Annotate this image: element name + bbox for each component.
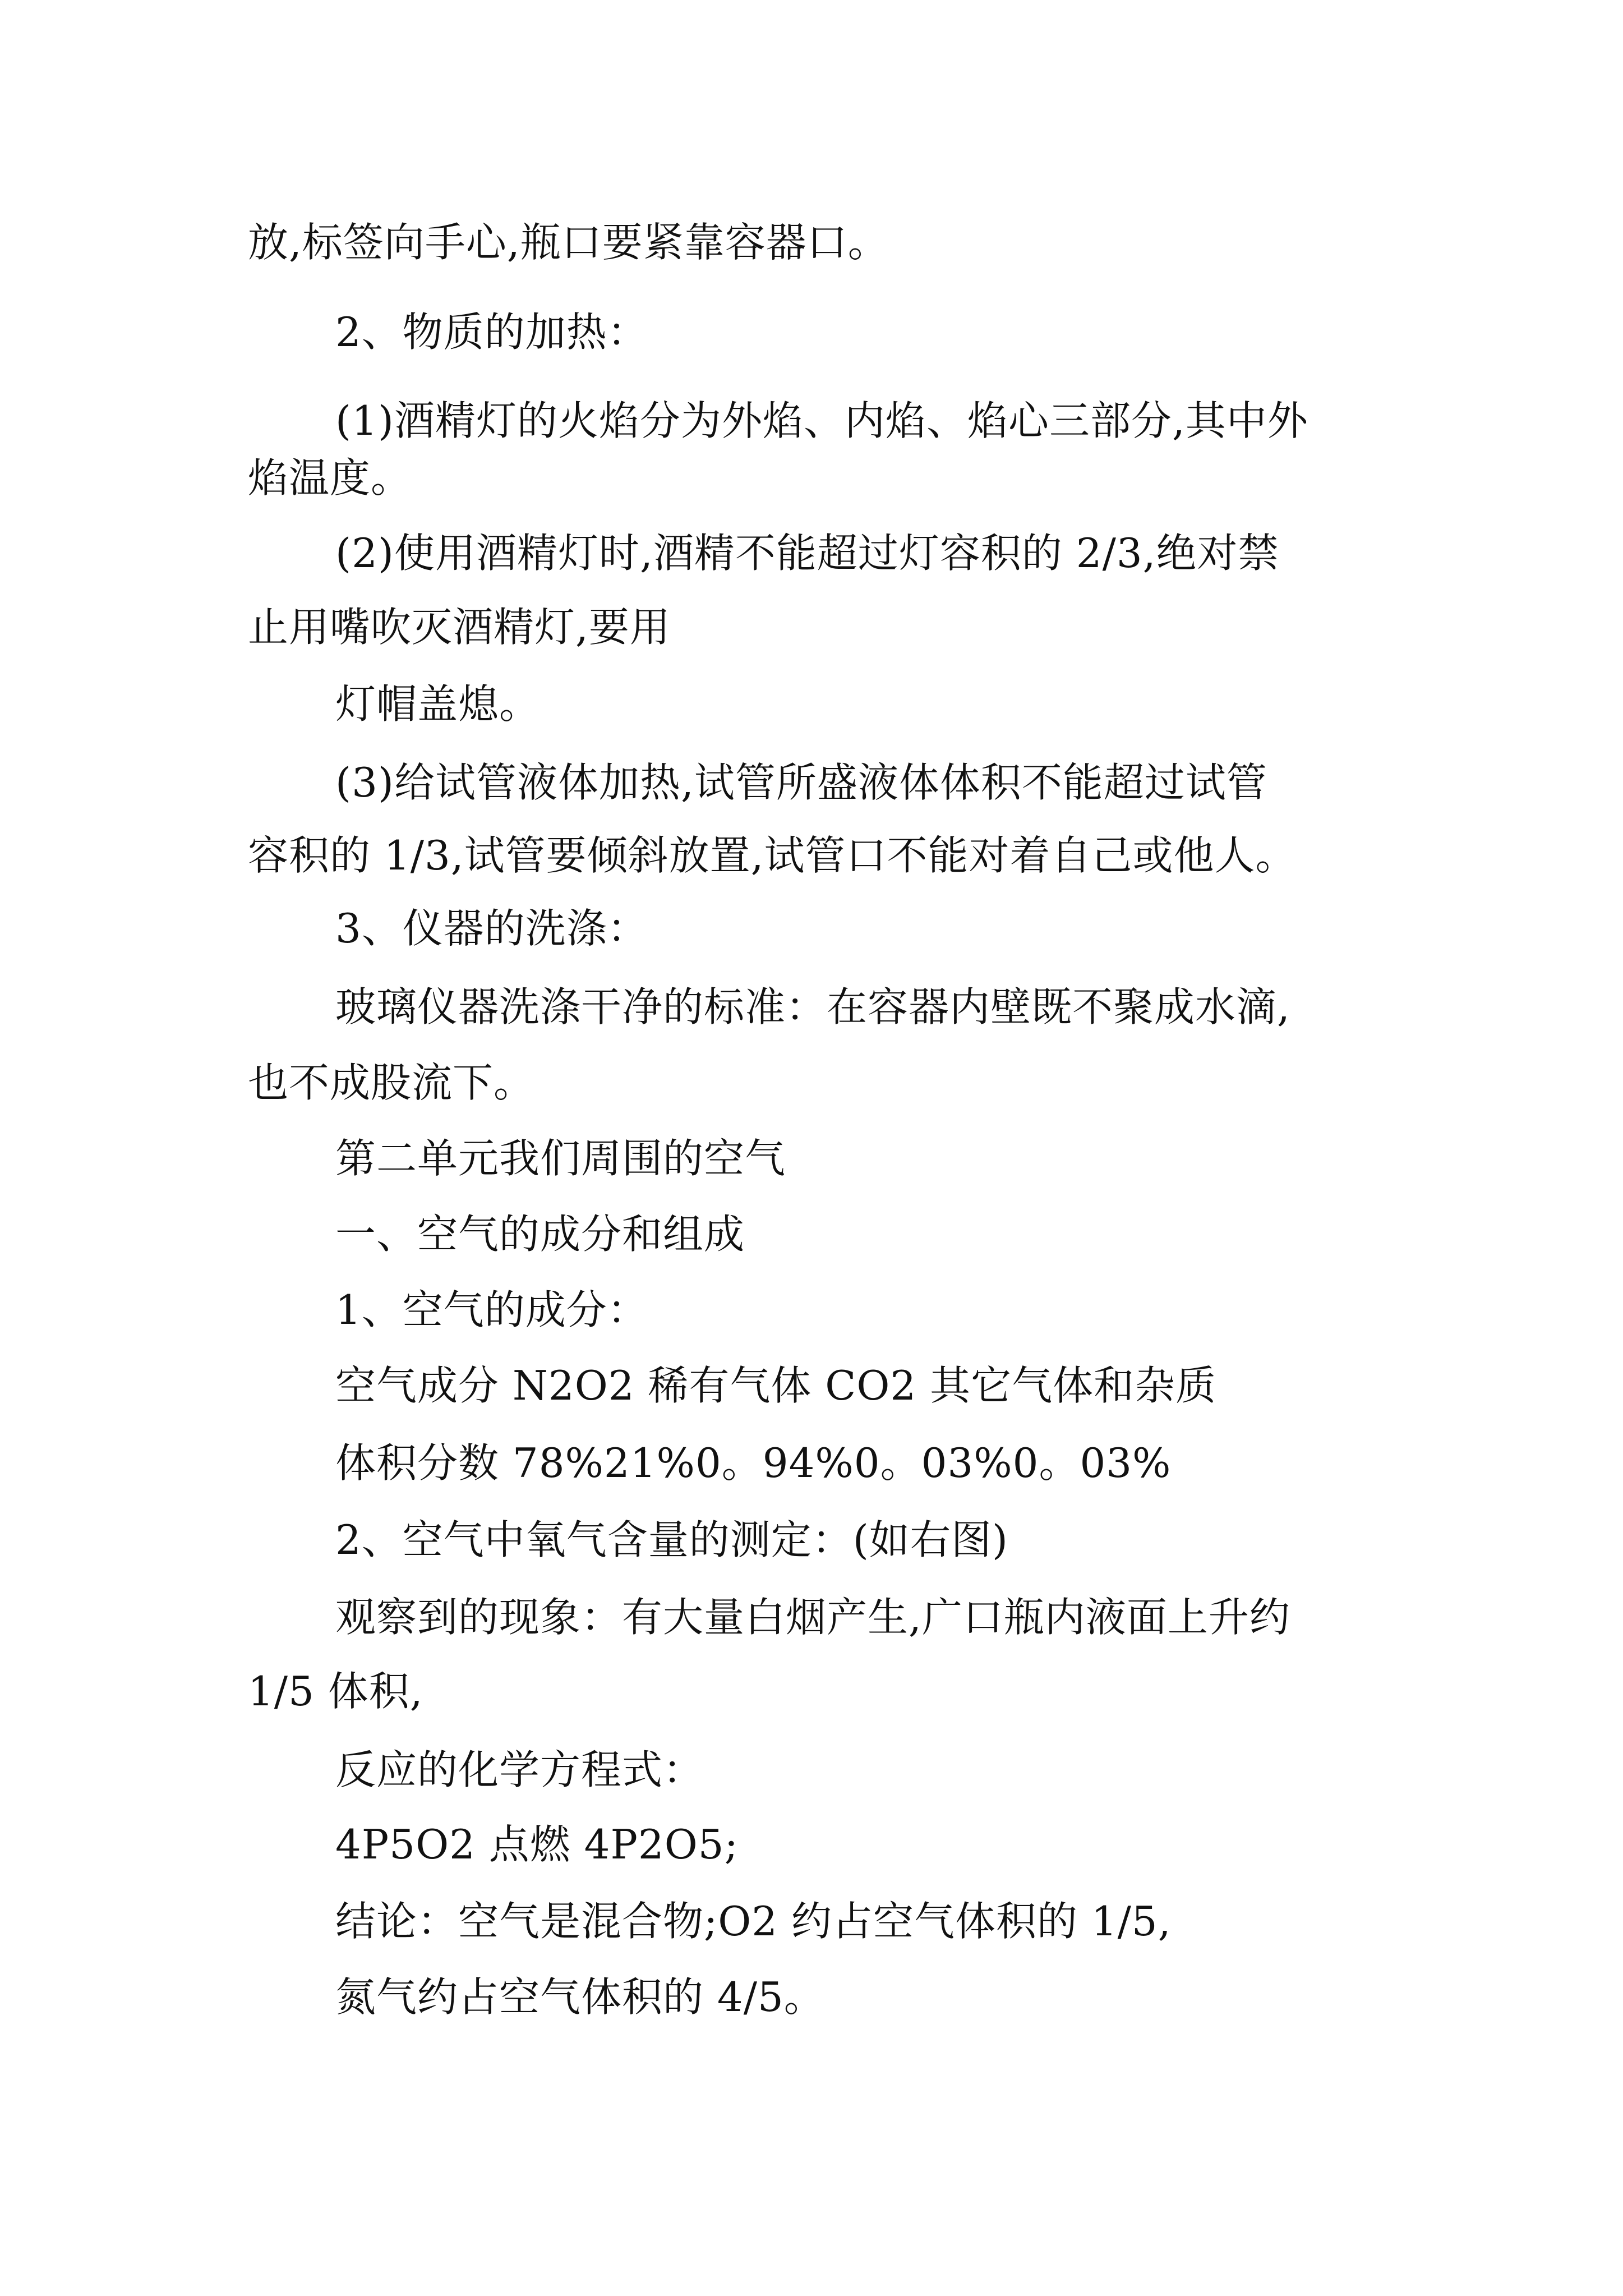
text-line-8: (3)给试管液体加热,试管所盛液体体积不能超过试管 bbox=[335, 759, 1267, 806]
text-line-24: 氮气约占空气体积的 4/5。 bbox=[335, 1973, 825, 2021]
text-line-22: 4P5O2 点燃 4P2O5; bbox=[335, 1821, 739, 1868]
text-line-6: 止用嘴吹灭酒精灯,要用 bbox=[248, 604, 671, 651]
text-line-18: 2、空气中氧气含量的测定：(如右图) bbox=[335, 1516, 1008, 1563]
text-line-2: 2、物质的加热： bbox=[335, 309, 648, 356]
text-line-21: 反应的化学方程式： bbox=[335, 1746, 704, 1793]
text-line-3: (1)酒精灯的火焰分为外焰、内焰、焰心三部分,其中外 bbox=[335, 397, 1308, 444]
text-line-14: 一、空气的成分和组成 bbox=[335, 1211, 745, 1258]
text-line-12: 也不成股流下。 bbox=[248, 1059, 535, 1106]
text-line-15: 1、空气的成分： bbox=[335, 1286, 648, 1333]
text-line-5: (2)使用酒精灯时,酒精不能超过灯容积的 2/3,绝对禁 bbox=[335, 530, 1279, 577]
text-line-10: 3、仪器的洗涤： bbox=[335, 905, 648, 952]
text-line-9: 容积的 1/3,试管要倾斜放置,试管口不能对着自己或他人。 bbox=[248, 832, 1297, 879]
text-line-20: 1/5 体积, bbox=[248, 1668, 423, 1715]
text-line-19: 观察到的现象：有大量白烟产生,广口瓶内液面上升约 bbox=[335, 1594, 1290, 1641]
text-line-4: 焰温度。 bbox=[248, 454, 412, 501]
text-line-11: 玻璃仪器洗涤干净的标准：在容器内壁既不聚成水滴, bbox=[335, 983, 1290, 1030]
text-line-23: 结论：空气是混合物;O2 约占空气体积的 1/5, bbox=[335, 1898, 1172, 1945]
text-line-13: 第二单元我们周围的空气 bbox=[335, 1135, 786, 1182]
text-line-1: 放,标签向手心,瓶口要紧靠容器口。 bbox=[248, 219, 889, 266]
text-line-16: 空气成分 N2O2 稀有气体 CO2 其它气体和杂质 bbox=[335, 1362, 1217, 1409]
text-line-17: 体积分数 78%21%0。94%0。03%0。03% bbox=[335, 1439, 1172, 1487]
text-line-7: 灯帽盖熄。 bbox=[335, 680, 541, 728]
